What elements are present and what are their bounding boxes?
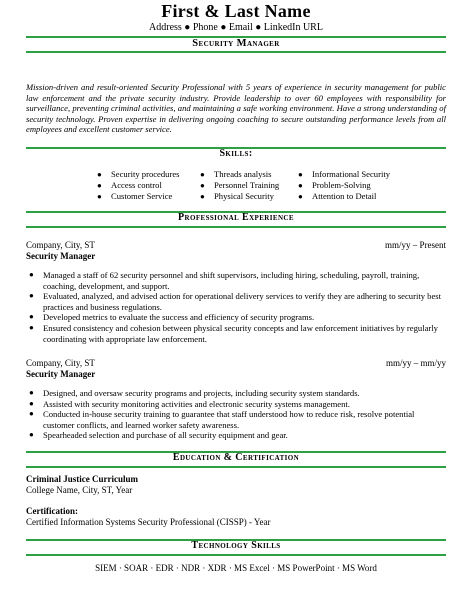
- skills-heading: Skills:: [219, 148, 253, 159]
- experience-heading: Professional Experience: [178, 212, 294, 223]
- skill-item: ● Problem-Solving: [298, 180, 371, 190]
- skills-column-3: [298, 169, 408, 202]
- job-2-title: Security Manager: [26, 369, 96, 379]
- skills-column-1: [97, 169, 207, 202]
- job-1-dates: mm/yy – Present: [385, 240, 446, 250]
- job-2-dates: mm/yy – mm/yy: [385, 358, 446, 368]
- contact-line: Address ● Phone ● Email ● LinkedIn URL: [149, 22, 323, 33]
- job-1-title: Security Manager: [26, 251, 96, 261]
- skill-item: ● Access control: [97, 180, 162, 190]
- list-item: ● Developed metrics to evaluate the success and efficiency of security programs.: [29, 312, 315, 323]
- job-1-bullets: [26, 270, 442, 344]
- professional-summary: Mission-driven and result-oriented Security Professional with 5 years of experience in security management for public law enforcement and the private security industry. Provide leadership to over 60 employees with responsibility for surveillance, preventing criminal activities, and maintaining a safe working environment. Have a strong understanding of security technology. Proven expertise in delivering ongoing coaching to secure outstanding performance levels from all employees and excellent customer service.: [26, 82, 446, 135]
- list-item: ● Spearheaded selection and purchase of all security equipment and gear.: [29, 430, 288, 441]
- skill-item: ● Security procedures: [97, 169, 180, 179]
- list-item: ● Managed a staff of 62 security personnel and shift supervisors, including hiring, scheduling, payroll, training, coaching, development, and support.: [29, 270, 420, 291]
- skill-item: ● Physical Security: [200, 191, 274, 201]
- skill-item: ● Threads analysis: [200, 169, 272, 179]
- job-1-company: Company, City, ST: [26, 240, 95, 250]
- experience-bottom-rule: [26, 226, 446, 228]
- tech-bottom-rule: [26, 554, 446, 556]
- education-heading: Education & Certification: [172, 452, 300, 463]
- skill-item: ● Informational Security: [298, 169, 391, 179]
- skill-item: ● Attention to Detail: [298, 191, 377, 201]
- skill-item: ● Personnel Training: [200, 180, 280, 190]
- list-item: ● Evaluated, analyzed, and advised action for operational delivery services to verify they are adhering to security best practices and business regulations.: [29, 291, 442, 312]
- tech-skills-list: SIEM · SOAR · EDR · NDR · XDR · MS Excel · MS PowerPoint · MS Word: [95, 563, 377, 573]
- list-item: ● Assisted with security monitoring activities and electronic security systems management.: [29, 398, 350, 409]
- list-item: ● Designed, and oversaw security programs and projects, including security system standards.: [29, 388, 360, 398]
- certification-label: Certification:: [26, 506, 78, 516]
- job-2-company-line: [26, 358, 446, 369]
- target-job-title: Security Manager: [192, 38, 280, 49]
- list-item: ● Conducted in-house security training to guarantee that staff understood how to reduce risk, resolve potential customer conflicts, and learned worker safety awareness.: [29, 409, 415, 430]
- job-1-company-line: [26, 240, 446, 251]
- education-school: College Name, City, ST, Year: [26, 485, 133, 495]
- education-bottom-rule: [26, 466, 446, 468]
- list-item: ● Ensured consistency and cohesion between physical security concepts and law enforcement initiatives by regularly coordinating with appropriate law enforcement.: [29, 322, 438, 344]
- certification-value: Certified Information Systems Security Professional (CISSP) - Year: [26, 517, 271, 527]
- tech-heading: Technology Skills: [191, 540, 281, 551]
- candidate-name: First & Last Name: [161, 1, 311, 21]
- education-program: Criminal Justice Curriculum: [26, 474, 138, 484]
- skills-column-2: [200, 169, 310, 202]
- skill-item: ● Customer Service: [97, 191, 173, 201]
- header-bottom-rule: [26, 51, 446, 53]
- job-2-bullets: [26, 388, 442, 441]
- job-2-company: Company, City, ST: [26, 358, 95, 368]
